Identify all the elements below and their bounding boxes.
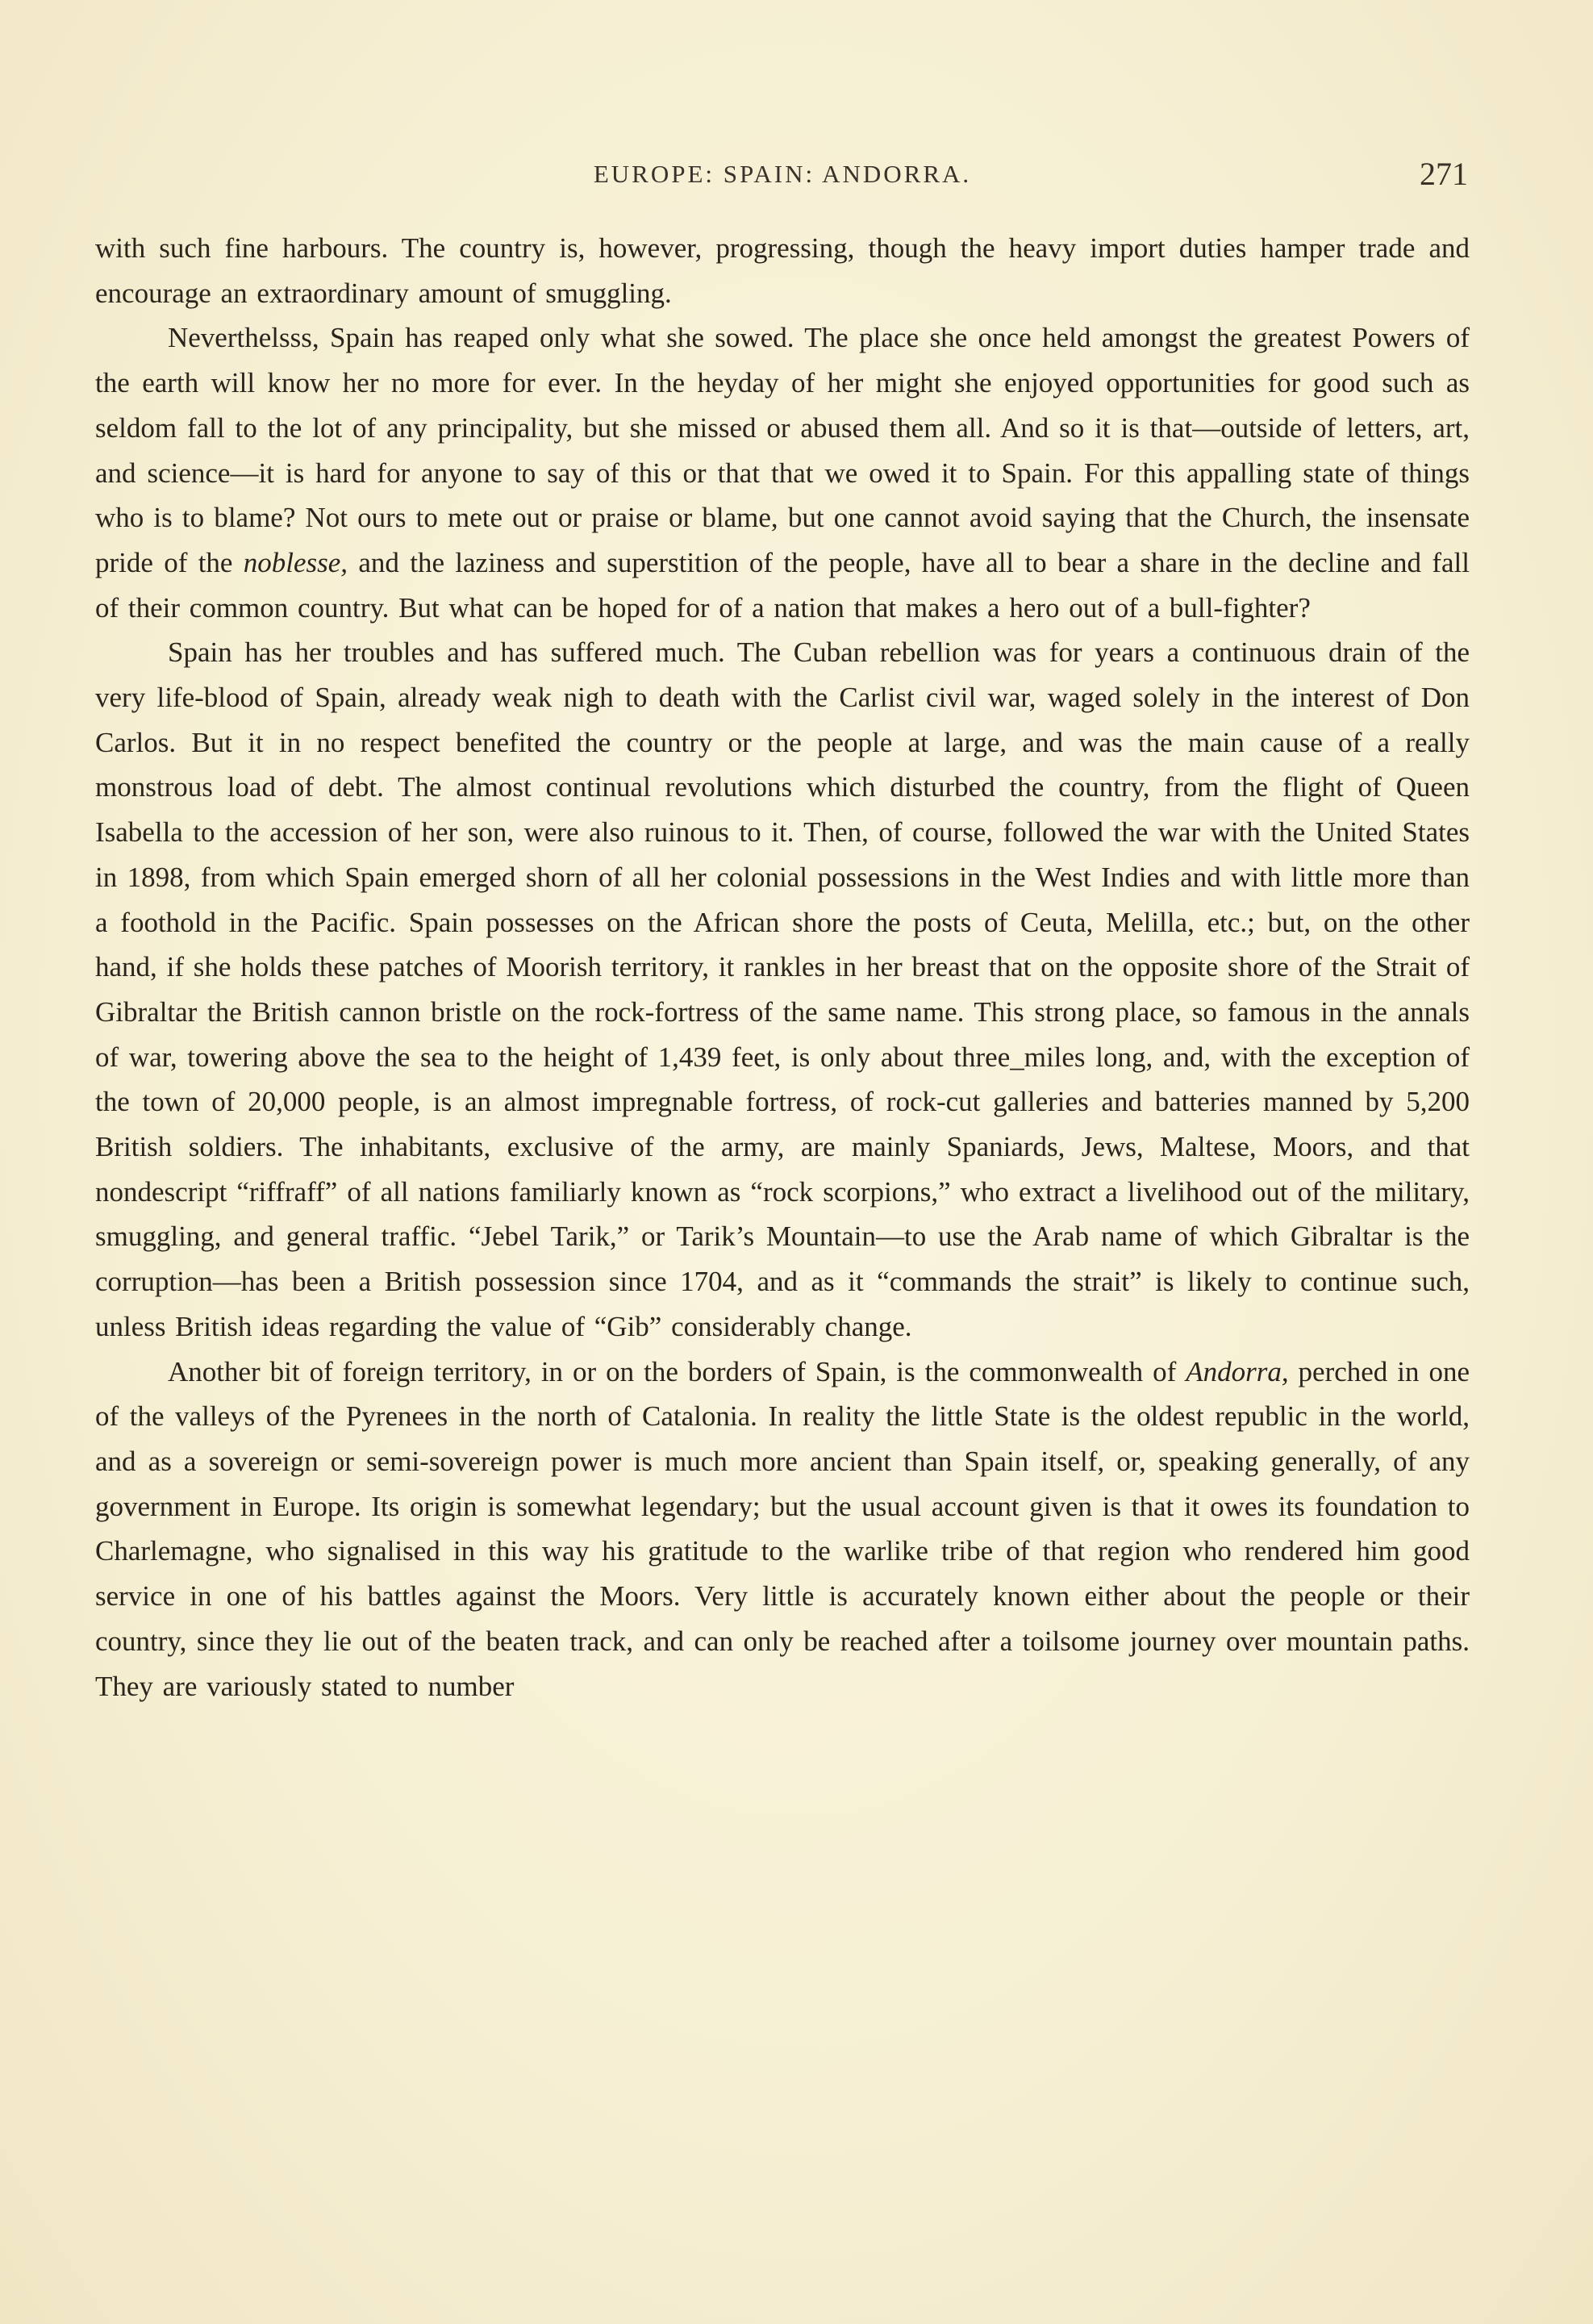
paragraph-continued <box>95 226 1470 315</box>
body-text <box>95 226 1470 1709</box>
paragraph-text: Spain has her troubles and has suffered much. The Cuban rebellion was for years a continuous drain of the very life-blood of Spain, already weak nigh to death with the Carlist civil war, waged solely in the interest of Don Carlos. But it in no respect benefited the country or the people at large, and was the main cause of a really monstrous load of debt. The almost continual revolutions which disturbed the country, from the flight of Queen Isabella to the accession of her son, were also ruinous to it. Then, of course, followed the war with the United States in 1898, from which Spain emerged shorn of all her colonial possessions in the West Indies and with little more than a foothold in the Pacific. Spain possesses on the African shore the posts of Ceuta, Melilla, etc.; but, on the other hand, if she holds these patches of Moorish territory, it rankles in her breast that on the opposite shore of the Strait of Gibraltar the British cannon bristle on the rock-fortress of the same name. This strong place, so famous in the annals of war, towering above the sea to the height of 1,439 feet, is only about three_miles long, and, with the exception of the town of 20,000 people, is an almost impregnable fortress, of rock-cut galleries and batteries manned by 5,200 British soldiers. The inhabitants, exclusive of the army, are mainly Spaniards, Jews, Maltese, Moors, and that nondescript “riffraff” of all nations familiarly known as “rock scorpions,” who extract a livelihood out of the military, smuggling, and general traffic. “Jebel Tarik,” or Tarik’s Mountain—to use the Arab name of which Gibraltar is the corruption—has been a British possession since 1704, and as it “commands the strait” is likely to continue such, unless British ideas regarding the value of “Gib” considerably change. <box>95 636 1470 1342</box>
paragraph-text: Neverthelsss, Spain has reaped only what she sowed. The place she once held amongst the greatest Powers of the earth will know her no more for ever. In the heyday of her might she enjoyed opportunities for good such as seldom fall to the lot of any principality, but she missed or abused them all. And so it is that—outside of letters, art, and science—it is hard for anyone to say of this or that that we owed it to Spain. For this appalling state of things who is to blame? Not ours to mete out or praise or blame, but one cannot avoid saying that the Church, the insensate pride of the <box>95 322 1470 578</box>
paragraph-text: with such fine harbours. The country is, however, progressing, though the heavy import duties hamper trade and encourage an extraordinary amount of smuggling. <box>95 232 1470 309</box>
paragraph-text: Another bit of foreign territory, in or on the borders of Spain, is the commonwealth of <box>168 1355 1186 1387</box>
running-title: EUROPE: SPAIN: ANDORRA. <box>593 160 972 188</box>
paragraph-spain-sowed <box>95 315 1470 630</box>
paragraph-andorra <box>95 1350 1470 1709</box>
paragraph-spain-troubles <box>95 630 1470 1349</box>
italic-term-noblesse: noblesse, <box>243 546 348 578</box>
italic-term-andorra: Andorra, <box>1186 1355 1289 1387</box>
paragraph-text: perched in one of the valleys of the Pyrenees in the north of Catalonia. In reality the little State is the oldest republic in the world, and as a sovereign or semi-sovereign power is much more ancient than Spain itself, or, speaking generally, of any government in Europe. Its origin is somewhat legendary; but the usual account given is that it owes its foundation to Charlemagne, who signalised in this way his gratitude to the warlike tribe of that region who rendered him good service in one of his battles against the Moors. Very little is accurately known either about the people or their country, since they lie out of the beaten track, and can only be reached after a toilsome journey over mountain paths. They are variously stated to number <box>95 1355 1470 1702</box>
running-head <box>97 155 1468 194</box>
paragraph-text: and the laziness and superstition of the people, have all to bear a share in the decline and fall of their common country. But what can be hoped for of a nation that makes a hero out of a bull-fighter? <box>95 546 1470 624</box>
page-number: 271 <box>1420 156 1468 192</box>
